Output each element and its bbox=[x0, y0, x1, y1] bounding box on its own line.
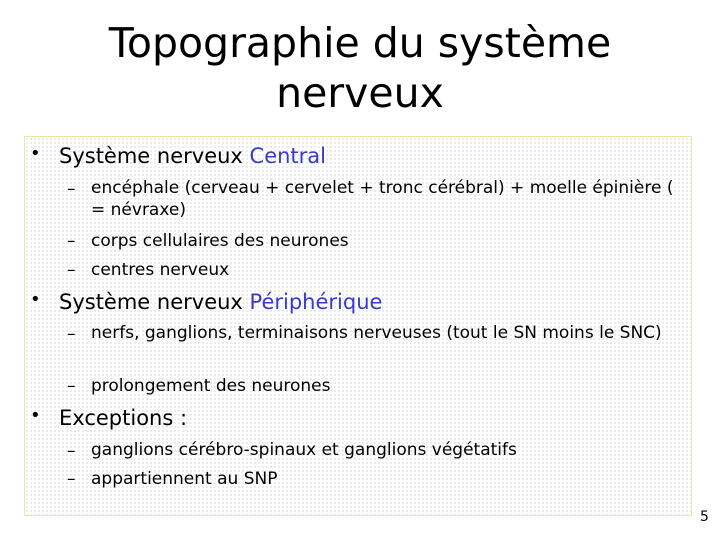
bullet-dot-icon: • bbox=[30, 289, 41, 310]
sub-item: corps cellulaires des neurones bbox=[91, 231, 349, 251]
dash-icon: – bbox=[67, 324, 76, 344]
bullet-heading bbox=[59, 404, 187, 432]
sub-item: appartiennent au SNP bbox=[91, 469, 278, 489]
bullet-heading-prefix: Système nerveux bbox=[59, 144, 250, 168]
page-number: 5 bbox=[700, 509, 709, 525]
dash-icon: – bbox=[67, 469, 76, 489]
sub-item: nerfs, ganglions, terminaisons nerveuses (tout le SN moins le SNC) bbox=[91, 323, 662, 343]
slide-content-box bbox=[24, 136, 692, 516]
slide-title: Topographie du système nerveux bbox=[108, 19, 612, 117]
bullet-heading bbox=[59, 288, 382, 316]
sub-item: centres nerveux bbox=[91, 260, 230, 280]
dash-icon: – bbox=[67, 376, 76, 396]
dash-icon: – bbox=[67, 260, 76, 280]
dash-icon: – bbox=[67, 179, 76, 199]
bullet-heading-prefix: Exceptions : bbox=[59, 406, 188, 430]
bullet-heading-highlight: Central bbox=[249, 144, 326, 168]
bullet-heading-prefix: Système nerveux bbox=[59, 290, 250, 314]
bullet-dot-icon: • bbox=[30, 143, 41, 164]
bullet-heading-highlight: Périphérique bbox=[249, 290, 383, 314]
dash-icon: – bbox=[67, 231, 76, 251]
dash-icon: – bbox=[67, 441, 76, 461]
sub-item: prolongement des neurones bbox=[91, 376, 331, 396]
bullet-heading bbox=[59, 142, 326, 170]
sub-item: ganglions cérébro-spinaux et ganglions végétatifs bbox=[91, 440, 517, 460]
sub-item: encéphale (cerveau + cervelet + tronc cérébral) + moelle épinière ( = névraxe) bbox=[91, 178, 674, 220]
bullet-dot-icon: • bbox=[30, 405, 41, 426]
